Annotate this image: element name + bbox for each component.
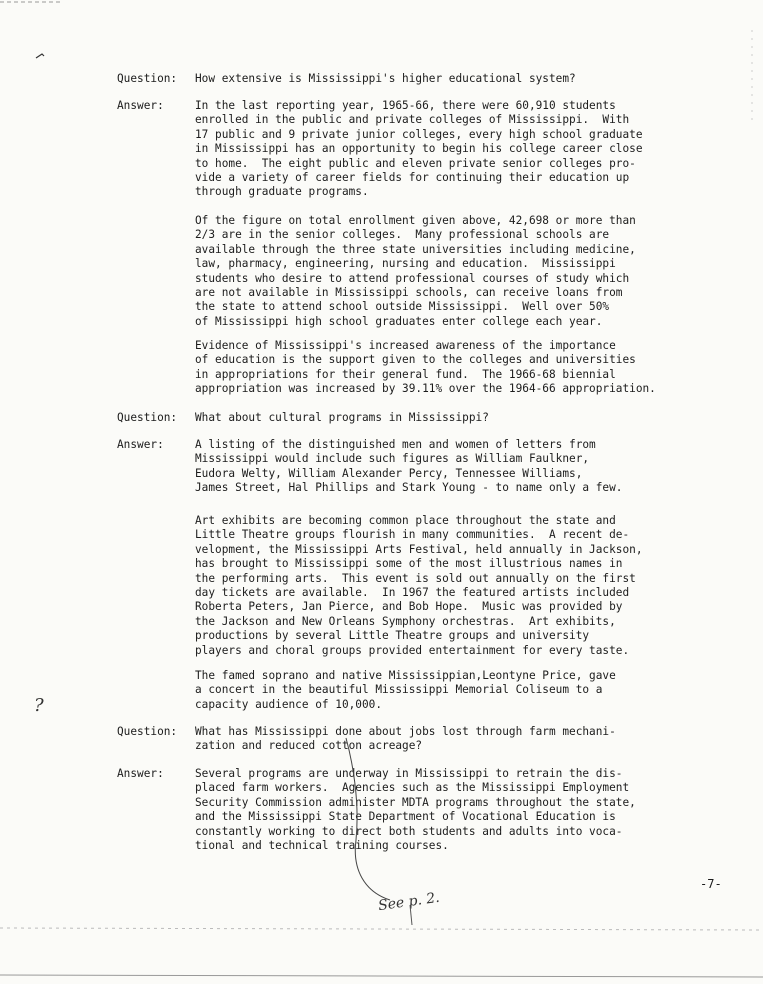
text-line: the state to attend school outside Mississippi. Well over 50% (195, 300, 610, 314)
handwritten-connector-line (346, 738, 390, 900)
text-line: of education is the support given to the colleges and universities (195, 353, 636, 367)
text-line: Several programs are underway in Mississippi to retrain the dis- (195, 767, 623, 780)
question-text: How extensive is Mississippi's higher educational system? (195, 72, 576, 85)
text-line: In the last reporting year, 1965-66, there were 60,910 students (195, 99, 616, 112)
text-line: 17 public and 9 private junior colleges, every high school graduate (195, 127, 643, 141)
text-line: Eudora Welty, William Alexander Percy, Tennessee Williams, (195, 466, 583, 480)
text-line: day tickets are available. In 1967 the featured artists included (195, 586, 630, 600)
text-line: A listing of the distinguished men and women of letters from (195, 438, 596, 451)
text-line: vide a variety of career fields for continuing their education up (195, 171, 630, 185)
text-line: Art exhibits are becoming common place throughout the state and (195, 514, 616, 527)
text-line: are not available in Mississippi schools, can receive loans from (195, 286, 623, 300)
question-text: What has Mississippi done about jobs lost through farm mechani- (195, 725, 616, 738)
text-line: Roberta Peters, Jan Pierce, and Bob Hope. Music was provided by (195, 600, 623, 614)
question-text: What about cultural programs in Mississippi? (195, 411, 489, 424)
page-number: -7- (700, 877, 722, 891)
text-line: and the Mississippi State Department of Vocational Education is (195, 810, 616, 824)
text-line: in appropriations for their general fund. The 1966-68 biennial (195, 367, 616, 381)
text-line: to home. The eight public and eleven private senior colleges pro- (195, 156, 636, 170)
text-line: velopment, the Mississippi Arts Festival, held annually in Jackson, (195, 542, 643, 556)
text-line: James Street, Hal Phillips and Stark Young - to name only a few. (195, 481, 623, 495)
answer-label: Answer: (117, 438, 164, 451)
text-line: Mississippi would include such figures as William Faulkner, (195, 452, 590, 466)
text-line: Security Commission administer MDTA programs throughout the state, (195, 795, 636, 809)
text-line: enrolled in the public and private colleges of Mississippi. With (195, 113, 630, 127)
text-line: players and choral groups provided entertainment for every taste. (195, 643, 630, 657)
text-line: 2/3 are in the senior colleges. Many professional schools are (195, 228, 610, 242)
text-line: of Mississippi high school graduates enter college each year. (195, 314, 603, 328)
text-line: has brought to Mississippi some of the most illustrious names in (195, 557, 623, 571)
text-line: appropriation was increased by 39.11% over the 1964-66 appropriation. (195, 382, 656, 396)
scan-edge-line (0, 975, 763, 977)
text-line: the performing arts. This event is sold out annually on the first (195, 571, 636, 585)
text-line: Evidence of Mississippi's increased awareness of the importance (195, 339, 616, 352)
text-line: through graduate programs. (195, 185, 369, 199)
scan-edge-line (0, 928, 763, 930)
text-line: students who desire to attend professional courses of study which (195, 271, 630, 285)
text-line: available through the three state universities including medicine, (195, 242, 636, 256)
text-line: placed farm workers. Agencies such as the Mississippi Employment (195, 781, 630, 795)
text-line: The famed soprano and native Mississippian,Leontyne Price, gave (195, 669, 616, 682)
answer-label: Answer: (117, 767, 164, 780)
text-line: capacity audience of 10,000. (195, 697, 383, 711)
margin-question-mark: ? (34, 695, 44, 716)
text-line: Little Theatre groups flourish in many communities. A recent de- (195, 528, 630, 542)
question-text: zation and reduced cotton acreage? (195, 739, 423, 753)
question-label: Question: (117, 411, 178, 424)
text-line: constantly working to direct both students and adults into voca- (195, 824, 623, 838)
text-line: Of the figure on total enrollment given above, 42,698 or more than (195, 214, 636, 227)
text-line: in Mississippi has an opportunity to begin his college career close (195, 142, 643, 156)
question-label: Question: (117, 72, 178, 85)
answer-label: Answer: (117, 99, 164, 112)
question-label: Question: (117, 725, 178, 738)
pen-mark (410, 905, 412, 925)
text-line: productions by several Little Theatre groups and university (195, 629, 590, 643)
text-line: a concert in the beautiful Mississippi Memorial Coliseum to a (195, 683, 603, 697)
handwritten-note: See p. 2. (377, 889, 441, 915)
text-line: law, pharmacy, engineering, nursing and education. Mississippi (195, 257, 616, 271)
text-line: tional and technical training courses. (195, 839, 449, 853)
pen-mark (36, 54, 44, 58)
text-line: the Jackson and New Orleans Symphony orchestras. Art exhibits, (195, 614, 616, 628)
